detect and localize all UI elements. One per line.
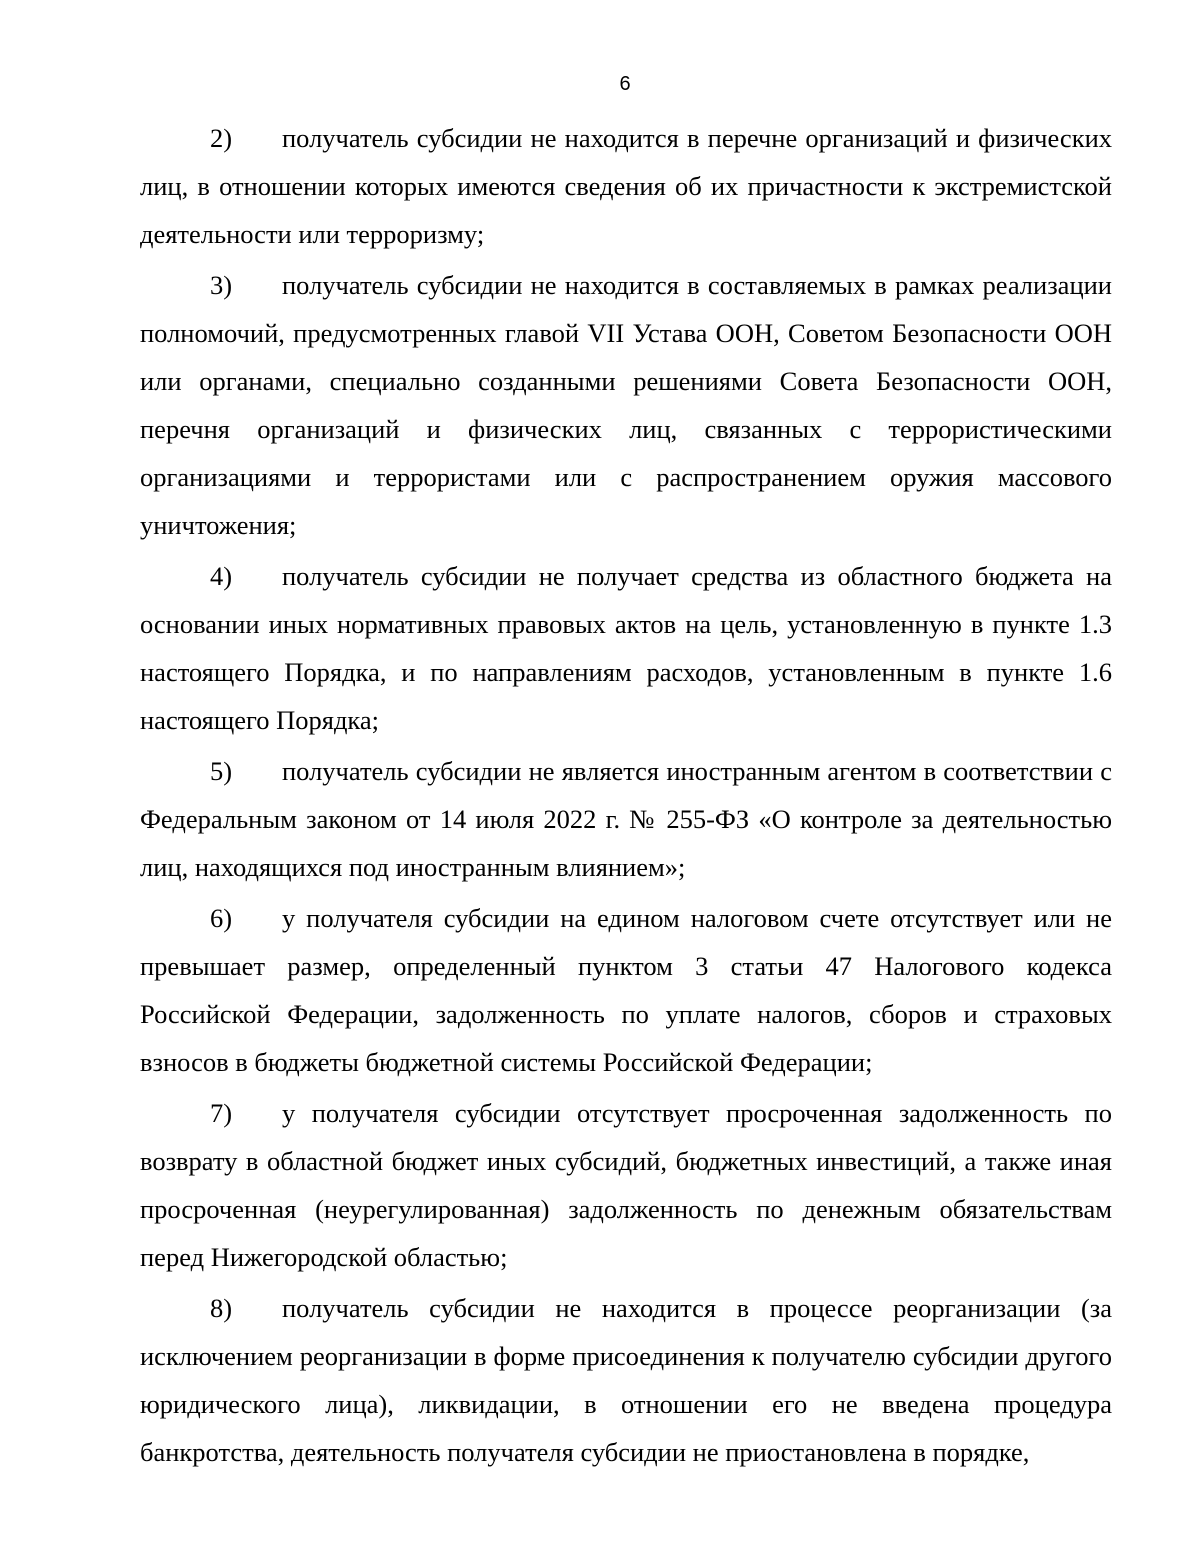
document-body — [140, 114, 1112, 1479]
clause-number: 4) — [210, 561, 233, 591]
clause-2 — [140, 114, 1112, 258]
page-number: 6 — [619, 73, 631, 95]
clause-number: 7) — [210, 1098, 233, 1128]
clause-text: получатель субсидии не находится в процессе реорганизации (за исключением реорганизации в форме присоединения к получателю субсидии другого юридического лица), ликвидации, в отношении его не введена процедура банкротства, деятельность получателя субсидии не приостановлена в порядке, — [140, 1293, 1112, 1467]
clause-8 — [140, 1284, 1112, 1476]
clause-7 — [140, 1089, 1112, 1281]
clause-text: получатель субсидии не находится в составляемых в рамках реализации полномочий, предусмотренных главой VII Устава ООН, Советом Безопасности ООН или органами, специально созданными решениями Совета Безопасности ООН, перечня организаций и физических лиц, связанных с террористическими организациями и террористами или с распространением оружия массового уничтожения; — [140, 270, 1112, 540]
clause-number: 2) — [210, 123, 233, 153]
clause-6 — [140, 894, 1112, 1086]
clause-number: 8) — [210, 1293, 233, 1323]
clause-text: у получателя субсидии отсутствует просроченная задолженность по возврату в областной бюджет иных субсидий, бюджетных инвестиций, а также иная просроченная (неурегулированная) задолженность по денежным обязательствам перед Нижегородской областью; — [140, 1098, 1112, 1272]
clause-number: 6) — [210, 903, 233, 933]
clause-text: получатель субсидии не находится в перечне организаций и физических лиц, в отношении которых имеются сведения об их причастности к экстремистской деятельности или терроризму; — [140, 123, 1112, 249]
clause-text: получатель субсидии не является иностранным агентом в соответствии с Федеральным законом от 14 июля 2022 г. № 255-ФЗ «О контроле за деятельностью лиц, находящихся под иностранным влиянием»; — [140, 756, 1112, 882]
clause-number: 5) — [210, 756, 233, 786]
clause-text: получатель субсидии не получает средства из областного бюджета на основании иных нормативных правовых актов на цель, установленную в пункте 1.3 настоящего Порядка, и по направлениям расходов, установленным в пункте 1.6 настоящего Порядка; — [140, 561, 1112, 735]
clause-5 — [140, 747, 1112, 891]
clause-text: у получателя субсидии на едином налоговом счете отсутствует или не превышает размер, определенный пунктом 3 статьи 47 Налогового кодекса Российской Федерации, задолженность по уплате налогов, сборов и страховых взносов в бюджеты бюджетной системы Российской Федерации; — [140, 903, 1112, 1077]
clause-3 — [140, 261, 1112, 549]
clause-4 — [140, 552, 1112, 744]
clause-number: 3) — [210, 270, 233, 300]
